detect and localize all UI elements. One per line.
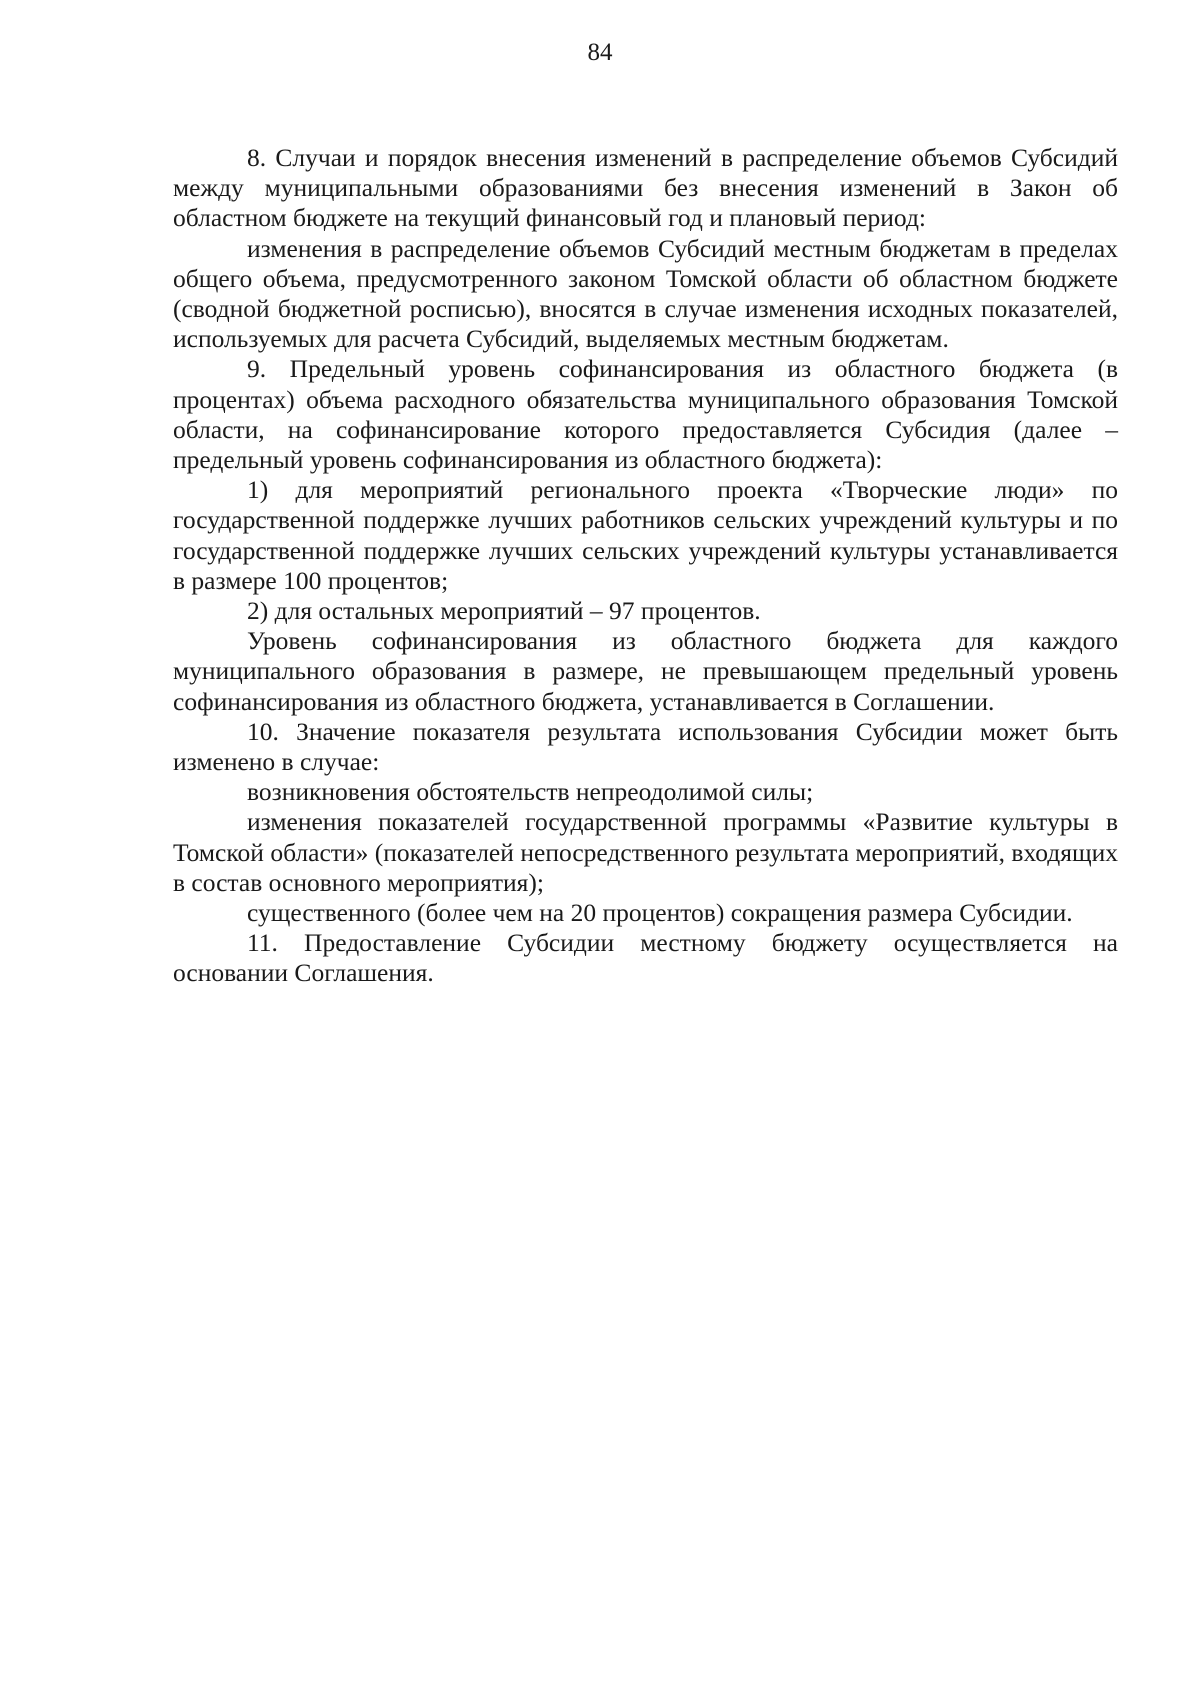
page-number: 84 [587,39,613,66]
document-body [173,143,1118,989]
list-item-creative-people-project: 1) для мероприятий регионального проекта «Творческие люди» по государственной поддержке лучших работников сельских учреждений культуры и по государственной поддержке лучших сельских учреждений культуры устанавливается в размере 100 процентов; [173,475,1118,595]
paragraph-9-cofinancing-limit: 9. Предельный уровень софинансирования из областного бюджета (в процентах) объема расходного обязательства муниципального образования Томской области, на софинансирование которого предоставляется Субсидия (далее – предельный уровень софинансирования из областного бюджета): [173,354,1118,475]
paragraph-subsidy-changes-conditions: изменения в распределение объемов Субсидий местным бюджетам в пределах общего объема, предусмотренного законом Томской области об областном бюджете (сводной бюджетной росписью), вносятся в случае изменения исходных показателей, используемых для расчета Субсидий, выделяемых местным бюджетам. [173,233,1118,354]
paragraph-program-indicators-change: изменения показателей государственной программы «Развитие культуры в Томской области» (показателей непосредственного результата мероприятий, входящих в состав основного мероприятия); [173,807,1118,897]
paragraph-11-subsidy-provision: 11. Предоставление Субсидии местному бюджету осуществляется на основании Соглашения. [173,928,1118,988]
paragraph-8-subsidy-redistribution-cases: 8. Случаи и порядок внесения изменений в распределение объемов Субсидий между муниципальными образованиями без внесения изменений в Закон об областном бюджете на текущий финансовый год и плановый период: [173,143,1118,233]
paragraph-force-majeure: возникновения обстоятельств непреодолимой силы; [247,777,814,807]
paragraph-10-result-indicator-change: 10. Значение показателя результата использования Субсидии может быть изменено в случае: [173,716,1118,777]
list-item-other-activities: 2) для остальных мероприятий – 97 процентов. [247,596,761,626]
paragraph-subsidy-reduction: существенного (более чем на 20 процентов) сокращения размера Субсидии. [247,898,1073,928]
paragraph-cofinancing-level-agreement: Уровень софинансирования из областного бюджета для каждого муниципального образования в размере, не превышающем предельный уровень софинансирования из областного бюджета, устанавливается в Соглашении. [173,626,1118,716]
